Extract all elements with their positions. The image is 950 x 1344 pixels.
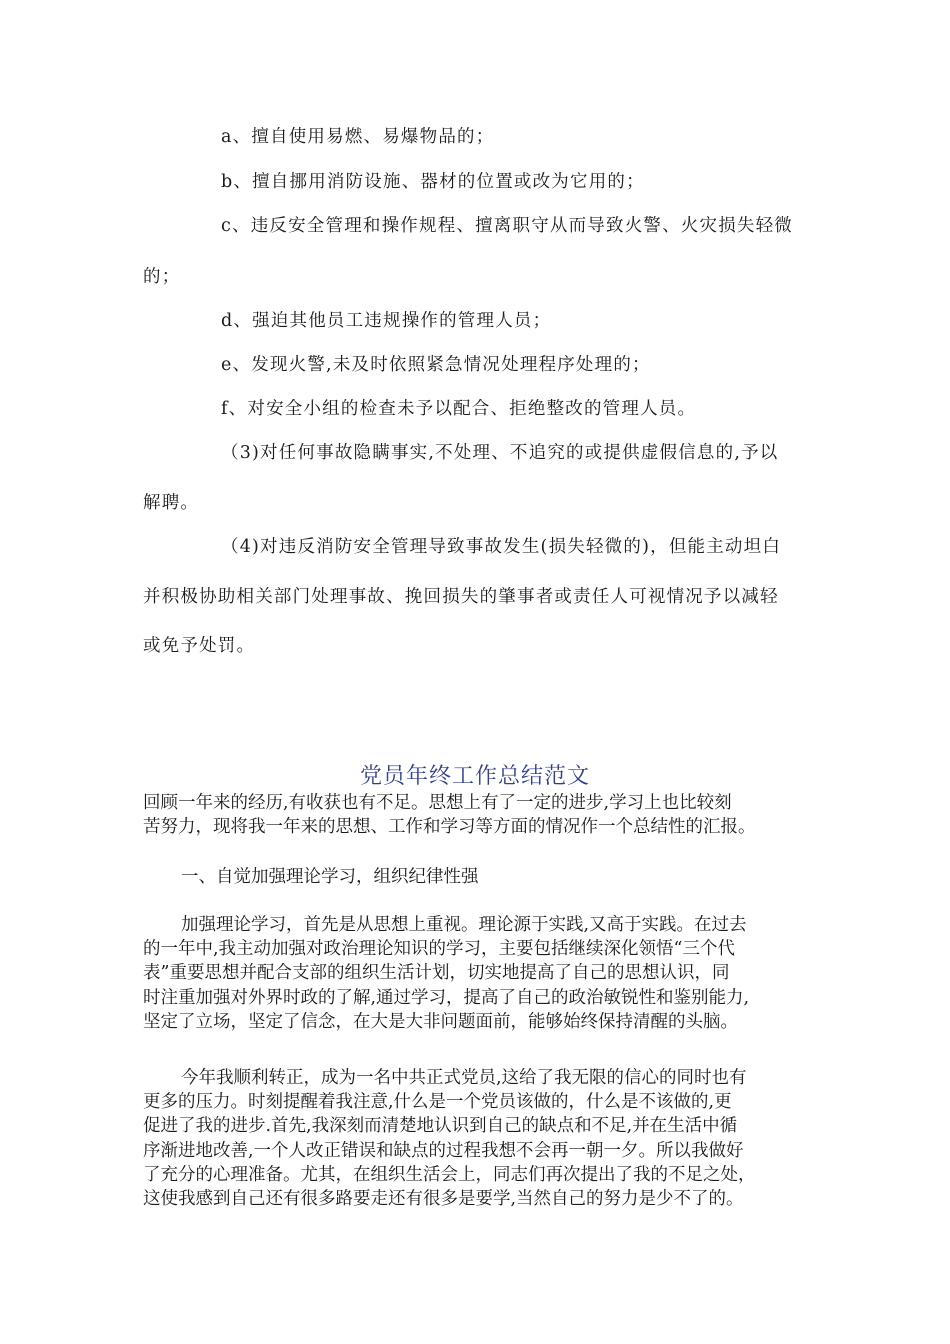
paragraph-line: 表”重要思想并配合支部的组织生活计划，切实地提高了自己的思想认识，同 xyxy=(143,963,730,984)
paragraph-line: 时注重加强对外界时政的了解,通过学习，提高了自己的政治敏锐性和鉴别能力, xyxy=(143,987,750,1008)
article-intro xyxy=(143,791,823,839)
intro-line: 苦努力，现将我一年来的思想、工作和学习等方面的情况作一个总结性的汇报。 xyxy=(143,817,756,838)
clause-e: e、发现火警,未及时依照紧急情况处理程序处理的； xyxy=(221,355,651,375)
paragraph-line: 今年我顺利转正，成为一名中共正式党员,这给了我无限的信心的同时也有 xyxy=(181,1068,747,1088)
intro-line: 回顾一年来的经历,有收获也有不足。思想上有了一定的进步,学习上也比较刻 xyxy=(143,793,732,813)
article-title: 党员年终工作总结范文 xyxy=(359,764,590,789)
clause-f: f、对安全小组的检查未予以配合、拒绝整改的管理人员。 xyxy=(221,399,697,419)
clause-b: b、擅自挪用消防设施、器材的位置或改为它用的； xyxy=(221,172,645,192)
clause-d: d、强迫其他员工违规操作的管理人员； xyxy=(221,311,552,331)
paragraph-line: 了充分的心理准备。尤其，在组织生活会上，同志们再次提出了我的不足之处， xyxy=(143,1164,756,1185)
heading-text: 一、自觉加强理论学习，组织纪律性强 xyxy=(181,867,479,887)
paragraph-line: 更多的压力。时刻提醒着我注意,什么是一个党员该做的，什么是不该做的,更 xyxy=(143,1092,732,1113)
paragraph-1 xyxy=(143,913,823,1034)
clause-c: c、违反安全管理和操作规程、擅离职守从而导致火警、火灾损失轻微 xyxy=(221,216,793,236)
paragraph-2 xyxy=(143,1066,823,1211)
item-3: （3)对任何事故隐瞒事实,不处理、不追究的或提供虚假信息的,予以 xyxy=(221,443,779,463)
clause-c-cont: 的； xyxy=(143,267,181,287)
clause-a: a、擅自使用易燃、易爆物品的； xyxy=(221,127,495,147)
item-4-cont-1: 并积极协助相关部门处理事故、挽回损失的肇事者或责任人可视情况予以减轻 xyxy=(143,587,779,607)
paragraph-line: 的一年中,我主动加强对政治理论知识的学习，主要包括继续深化领悟“三个代 xyxy=(143,939,736,960)
paragraph-line: 促进了我的进步.首先,我深刻而清楚地认识到自己的缺点和不足,并在生活中循 xyxy=(143,1116,738,1137)
paragraph-line: 坚定了立场，坚定了信念，在大是大非问题面前，能够始终保持清醒的头脑。 xyxy=(143,1011,738,1032)
item-3-cont: 解聘。 xyxy=(143,493,200,513)
section-heading-1 xyxy=(181,865,861,889)
item-4-cont-2: 或免予处罚。 xyxy=(143,636,256,656)
paragraph-line: 这使我感到自己还有很多路要走还有很多是要学,当然自己的努力是少不了的。 xyxy=(143,1189,744,1210)
paragraph-line: 加强理论学习，首先是从思想上重视。理论源于实践,又高于实践。在过去 xyxy=(181,915,747,935)
item-4: （4)对违反消防安全管理导致事故发生(损失轻微的)，但能主动坦白 xyxy=(221,537,782,557)
paragraph-line: 序渐进地改善,一个人改正错误和缺点的过程我想不会再一朝一夕。所以我做好 xyxy=(143,1140,744,1161)
